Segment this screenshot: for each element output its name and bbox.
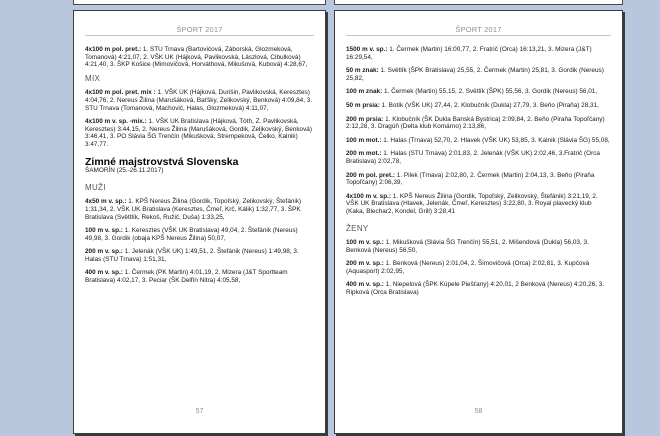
event-label: 50 m znak: — [346, 67, 379, 75]
event-label: 100 m mot.: — [346, 136, 382, 144]
page-content — [346, 46, 611, 303]
event-results: 1. Čermek (PK Martin) 4:01,19, 2. Mizera (J&T Sportteam Bratislava) 4:02,17, 3. Peciar (ŠK Delfín Nitra) 4:05,58, — [85, 269, 288, 285]
event-results: 1. Keresztes (VŠK UK Bratislava) 49,04, 2. Štefánik (Nereus) 49,98, 3. Gordik (obaja KPŠ Nereus Žilina) 50,07, — [85, 227, 298, 242]
event-label: 100 m v. sp.: — [346, 239, 384, 247]
result-entry — [346, 116, 611, 131]
document-page-58 — [334, 10, 623, 434]
event-results: 1. Čermek (Martin) 55,15, 2. Světlík (ŠPK) 55,56, 3. Gordik (Nereus) 56,01, — [384, 88, 598, 96]
page-content — [85, 46, 314, 291]
event-label: 200 m v. sp.: — [346, 260, 384, 268]
event-results: 1. Halas (Trnava) 52,70, 2. Hlavek (VŠK UK) 53,85, 3. Kalnik (Slávia ŠG) 55,08, — [383, 136, 610, 144]
section-heading: MUŽI — [85, 182, 106, 192]
event-results: 1. Pilek (Trnava) 2:02,80, 2. Čermek (Martin) 2:04,13, 3. Beňo (Piraňa Topoľčany) 2:06,39, — [346, 171, 595, 187]
result-entry — [346, 137, 611, 145]
championship-title: Zimné majstrovstvá Slovenska — [85, 155, 239, 168]
section-heading: ŽENY — [346, 223, 369, 233]
event-results: 1. Benková (Nereus) 2:01,04, 2. Šimovičová (Orca) 2:02,81, 3. Kupčová (Aquasport) 2:02,95, — [346, 260, 590, 275]
event-label: 50 m prsia: — [346, 101, 380, 109]
event-results: 1. KPŠ Nereus Žilina (Gordik, Topoľský, Zelikovský, Štefánik) 1:31,34, 2. VŠK UK Bratislava (Keresztes, Čmeľ, Krč, Kálik) 1:32,77, 3. ŠPK Bratislava (Světtlík, Rekoš, Ružič, Duša) 1:33,25, — [85, 198, 302, 221]
page-number: 58 — [474, 408, 483, 415]
result-entry — [346, 150, 611, 165]
page-header: ŠPORT 2017 — [346, 25, 611, 36]
page-number: 57 — [195, 408, 204, 415]
event-results: 1. Botík (VŠK UK) 27,44, 2. Klobučník (Dukla) 27,79, 3. Beňo (Piraňa) 28,31, — [381, 101, 599, 109]
event-label: 200 m v. sp.: — [85, 248, 123, 256]
event-results: 1. Čermek (Martin) 16:00,77, 2. Fratrič (Orca) 16:13,21, 3. Mizera (J&T) 16:29,54, — [346, 46, 592, 61]
event-label: 200 m pol. pret.: — [346, 171, 396, 179]
event-label: 200 m mot.: — [346, 150, 382, 158]
championship-venue-date: ŠAMORÍN (25.-26.11.2017) — [85, 167, 164, 175]
page-header: ŠPORT 2017 — [85, 25, 314, 36]
event-results: 1. Halas (STU Trnava) 2:01,83, 2. Jelenák (VŠK UK) 2:02,46, 3.Fratrič (Orca Bratislava) 2:02,78, — [346, 150, 600, 165]
event-results: 1. VŠK UK (Hájková, Durišin, Pavlikovská, Keresztes) 4:04,76, 2. Nereus Žilina (Marušáková, Baťšky, Zelikovský, Benková) 4:09,84, 3. STU Trnava (Tomanová, Machovič, Halas, Glozmeková) 4:11,07, — [85, 89, 313, 112]
result-entry — [85, 269, 314, 284]
result-entry — [85, 118, 314, 148]
event-results: 1. VŠK UK Bratislava (Hájková, Tóth, Z. Pavlikovská, Keresztes) 3:44,15, 2. Nereus Žilina (Marušáková, Gordik, Zelikovský, Benková) 3:46,41, 3. PO Slávia ŠG Trenčín (Mikušková, Strempeková, Čelko, Kalnik) 3:47,77. — [85, 118, 312, 148]
event-label: 400 m v. sp.: — [346, 281, 384, 289]
result-entry — [346, 102, 611, 110]
event-label: 1500 m v. sp.: — [346, 46, 388, 53]
event-results: 1. Mikušková (Slávia ŠG Trenčín) 55,51, 2. Mišendová (Dukla) 56,03, 3. Benková (Nereus) 56,50, — [346, 239, 589, 254]
event-label: 200 m prsia: — [346, 115, 384, 123]
event-label: 4x100 m v. sp.: — [346, 192, 391, 200]
event-label: 4x50 m v. sp.: — [85, 198, 127, 206]
result-entry — [346, 46, 611, 61]
event-results: 1. Světlík (ŠPK Bratislava) 25,55, 2. Čermek (Martin) 25,81, 3. Gordik (Nereus) 25,82, — [346, 67, 604, 82]
event-label: 400 m v. sp.: — [85, 269, 123, 277]
event-results: 1. Klobučník (ŠK Dukla Banská Bystrica) 2:09,84, 2. Beňo (Piraňa Topoľčany) 2:12,28, 3. Dragúň (Delta klub Komárno) 2:13,86, — [346, 115, 605, 131]
previous-page-edge-right — [334, 0, 623, 5]
result-entry — [346, 88, 611, 96]
result-entry — [85, 198, 314, 221]
event-results: 1. STU Trnava (Bartovičová, Záborská, Glozmeková, Tomanová) 4:21,07, 2. VŠK UK (Hájková, Pavlikovská, Lászlová, Cibulková) 4:21,40, 3. ŠKP Košice (Mimovičová, Horváthová, Mikušová, Kubová) 4:28,67, — [85, 46, 308, 69]
event-label: 100 m znak: — [346, 88, 383, 96]
result-entry — [346, 193, 611, 216]
event-results: 1. Jelenák (VŠK UK) 1:49,51, 2. Štefánik (Nereus) 1:49,98, 3. Halas (STU Trnava) 1:51,31, — [85, 248, 299, 263]
event-results: 1. Niepelová (ŠPK Kúpele Piešťany) 4:20,01, 2 Benková (Nereus) 4:20,26, 3. Ripková (Orca Bratislava) — [346, 281, 605, 297]
result-entry — [346, 172, 611, 187]
section-heading: MIX — [85, 73, 101, 83]
result-entry — [85, 227, 314, 242]
previous-page-edge-left — [73, 0, 326, 5]
event-label: 100 m v. sp.: — [85, 227, 123, 235]
event-label: 4x100 m pol. pret. mix : — [85, 89, 156, 97]
result-entry — [346, 281, 611, 296]
result-entry — [346, 239, 611, 254]
result-entry — [85, 46, 314, 69]
result-entry — [346, 67, 611, 82]
result-entry — [85, 248, 314, 263]
result-entry — [346, 260, 611, 275]
result-entry — [85, 89, 314, 112]
event-label: 4x100 m pol. pret.: — [85, 46, 142, 53]
event-label: 4x100 m v. sp. -mix.: — [85, 118, 147, 126]
document-page-57 — [73, 10, 326, 434]
event-results: 1. KPŠ Nereus Žilina (Gordik, Topoľský, Zelikovský, Štefánik) 3:21,19, 2. VŠK UK Bratislava (Hlavek, Jelenák, Čmeľ, Keresztes) 3:22,80, 3. Royal plavecký klub (Kaka, Blechar2, Kondel, Grill) 3:28,41 — [346, 192, 598, 215]
